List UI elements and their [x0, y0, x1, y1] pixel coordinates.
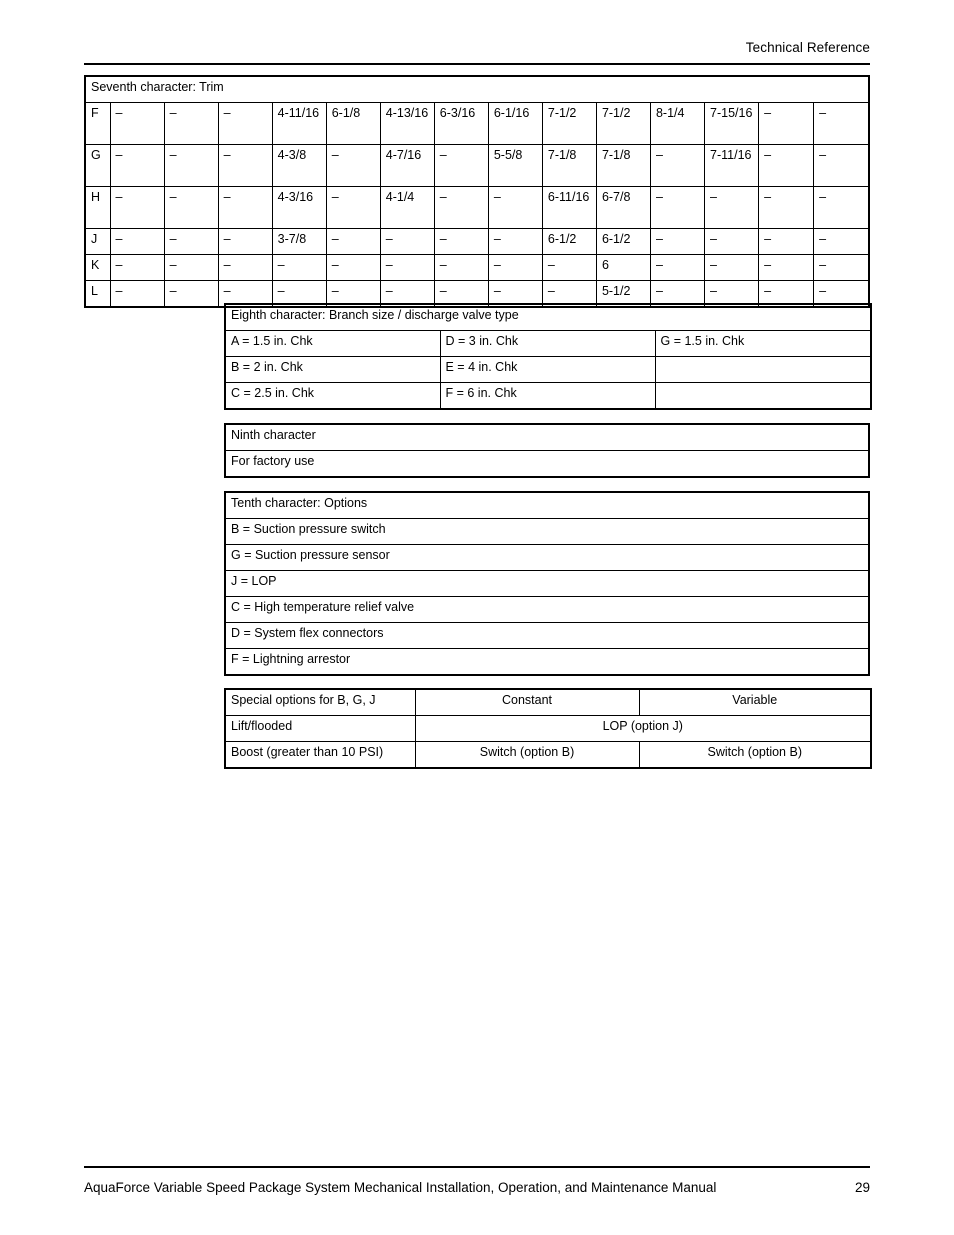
table-row [85, 145, 869, 187]
column-header: Variable [639, 689, 871, 716]
running-header: Technical Reference [745, 40, 870, 55]
table-cell: 7-1/8 [596, 145, 650, 187]
trim-table-caption: Seventh character: Trim [85, 76, 869, 103]
table-cell: – [650, 187, 704, 229]
table-cell: Switch (option B) [415, 742, 639, 769]
table-cell: – [164, 229, 218, 255]
ninth-character-table [224, 423, 870, 478]
table-cell: 4-3/16 [272, 187, 326, 229]
table-row [225, 519, 869, 545]
table-row [225, 571, 869, 597]
table-cell: – [164, 255, 218, 281]
table-cell: 8-1/4 [650, 103, 704, 145]
table-cell: D = 3 in. Chk [440, 331, 655, 357]
table-cell: – [434, 229, 488, 255]
table-cell: – [110, 145, 164, 187]
table-cell: – [218, 229, 272, 255]
table-cell: – [110, 281, 164, 308]
table-cell: – [814, 229, 869, 255]
table-cell: – [488, 229, 542, 255]
table-cell: 7-1/8 [542, 145, 596, 187]
table-cell: 6-3/16 [434, 103, 488, 145]
table-cell: – [434, 145, 488, 187]
table-cell: – [705, 281, 759, 308]
table-cell: 6-1/2 [596, 229, 650, 255]
table-cell: 5-1/2 [596, 281, 650, 308]
table-cell: – [488, 255, 542, 281]
table-cell: 6-1/8 [326, 103, 380, 145]
table-cell: 6-1/2 [542, 229, 596, 255]
table-cell: – [326, 255, 380, 281]
table-cell: – [814, 255, 869, 281]
table-cell: – [488, 281, 542, 308]
table-cell: For factory use [225, 451, 869, 478]
table-cell: 4-13/16 [380, 103, 434, 145]
table-cell: – [814, 103, 869, 145]
row-code: G [85, 145, 110, 187]
table-row [225, 357, 871, 383]
table-cell: 6-11/16 [542, 187, 596, 229]
table-cell: – [110, 187, 164, 229]
table-cell: – [218, 281, 272, 308]
table-row [225, 331, 871, 357]
table-cell: 4-11/16 [272, 103, 326, 145]
table-cell: – [434, 255, 488, 281]
table-cell: – [542, 281, 596, 308]
ninth-character-table-caption: Ninth character [225, 424, 869, 451]
table-cell [655, 357, 871, 383]
table-cell: – [326, 145, 380, 187]
table-cell: – [326, 281, 380, 308]
trim-table [84, 75, 870, 308]
table-row [225, 383, 871, 410]
table-cell: – [218, 255, 272, 281]
table-cell: – [759, 229, 814, 255]
table-cell: – [218, 187, 272, 229]
table-cell: – [705, 255, 759, 281]
table-cell: – [650, 229, 704, 255]
table-cell: 7-11/16 [705, 145, 759, 187]
table-cell: C = High temperature relief valve [225, 597, 869, 623]
table-cell: – [705, 187, 759, 229]
options-table [224, 491, 870, 676]
branch-size-table [224, 303, 872, 410]
table-cell: – [272, 281, 326, 308]
table-cell: 4-7/16 [380, 145, 434, 187]
table-cell: 3-7/8 [272, 229, 326, 255]
footer-divider [84, 1166, 870, 1168]
table-cell: – [218, 145, 272, 187]
table-cell: – [814, 145, 869, 187]
table-cell: – [650, 145, 704, 187]
table-cell: – [380, 229, 434, 255]
row-code: H [85, 187, 110, 229]
table-cell: G = 1.5 in. Chk [655, 331, 871, 357]
table-row [225, 716, 871, 742]
table-cell: – [218, 103, 272, 145]
options-table-caption: Tenth character: Options [225, 492, 869, 519]
table-cell: – [380, 281, 434, 308]
table-cell: – [488, 187, 542, 229]
table-cell [655, 383, 871, 410]
table-cell: 7-15/16 [705, 103, 759, 145]
table-cell: LOP (option J) [415, 716, 871, 742]
table-cell: – [759, 145, 814, 187]
table-cell: – [164, 103, 218, 145]
table-cell: – [814, 281, 869, 308]
table-cell: – [814, 187, 869, 229]
row-code: F [85, 103, 110, 145]
table-cell: Lift/flooded [225, 716, 415, 742]
table-cell: – [705, 229, 759, 255]
table-cell: – [759, 281, 814, 308]
table-row [225, 649, 869, 676]
table-cell: – [759, 103, 814, 145]
page-number: 29 [854, 1180, 870, 1195]
table-cell: F = 6 in. Chk [440, 383, 655, 410]
table-cell: – [542, 255, 596, 281]
table-row [225, 545, 869, 571]
table-cell: B = Suction pressure switch [225, 519, 869, 545]
table-header-row [225, 689, 871, 716]
table-cell: Boost (greater than 10 PSI) [225, 742, 415, 769]
table-cell: – [650, 255, 704, 281]
table-cell: 7-1/2 [542, 103, 596, 145]
table-cell: 4-1/4 [380, 187, 434, 229]
table-row [225, 623, 869, 649]
column-header: Special options for B, G, J [225, 689, 415, 716]
table-cell: J = LOP [225, 571, 869, 597]
table-cell: 7-1/2 [596, 103, 650, 145]
table-row [85, 229, 869, 255]
footer-manual-title: AquaForce Variable Speed Package System Mechanical Installation, Operation, and Maintenance Manual [84, 1180, 717, 1195]
table-cell: – [759, 187, 814, 229]
table-cell: – [380, 255, 434, 281]
table-cell: – [326, 229, 380, 255]
table-row [225, 451, 869, 478]
header-divider [84, 63, 870, 65]
table-cell: 5-5/8 [488, 145, 542, 187]
special-options-table [224, 688, 872, 769]
table-cell: – [110, 255, 164, 281]
table-row [85, 103, 869, 145]
table-cell: D = System flex connectors [225, 623, 869, 649]
table-cell: – [650, 281, 704, 308]
table-cell: C = 2.5 in. Chk [225, 383, 440, 410]
table-cell: 6-7/8 [596, 187, 650, 229]
table-row [85, 255, 869, 281]
table-cell: 6-1/16 [488, 103, 542, 145]
table-cell: B = 2 in. Chk [225, 357, 440, 383]
table-cell: E = 4 in. Chk [440, 357, 655, 383]
table-row [85, 187, 869, 229]
table-cell: G = Suction pressure sensor [225, 545, 869, 571]
row-code: J [85, 229, 110, 255]
table-cell: – [164, 281, 218, 308]
table-row [225, 742, 871, 769]
table-cell: 6 [596, 255, 650, 281]
table-row [225, 597, 869, 623]
table-cell: – [164, 187, 218, 229]
table-cell: F = Lightning arrestor [225, 649, 869, 676]
row-code: L [85, 281, 110, 308]
table-cell: – [759, 255, 814, 281]
table-cell: – [326, 187, 380, 229]
table-cell: A = 1.5 in. Chk [225, 331, 440, 357]
table-cell: – [272, 255, 326, 281]
column-header: Constant [415, 689, 639, 716]
row-code: K [85, 255, 110, 281]
table-cell: 4-3/8 [272, 145, 326, 187]
table-cell: – [164, 145, 218, 187]
table-cell: – [110, 103, 164, 145]
table-cell: – [434, 187, 488, 229]
branch-size-table-caption: Eighth character: Branch size / discharge valve type [225, 304, 871, 331]
table-cell: – [110, 229, 164, 255]
table-cell: Switch (option B) [639, 742, 871, 769]
table-cell: – [434, 281, 488, 308]
